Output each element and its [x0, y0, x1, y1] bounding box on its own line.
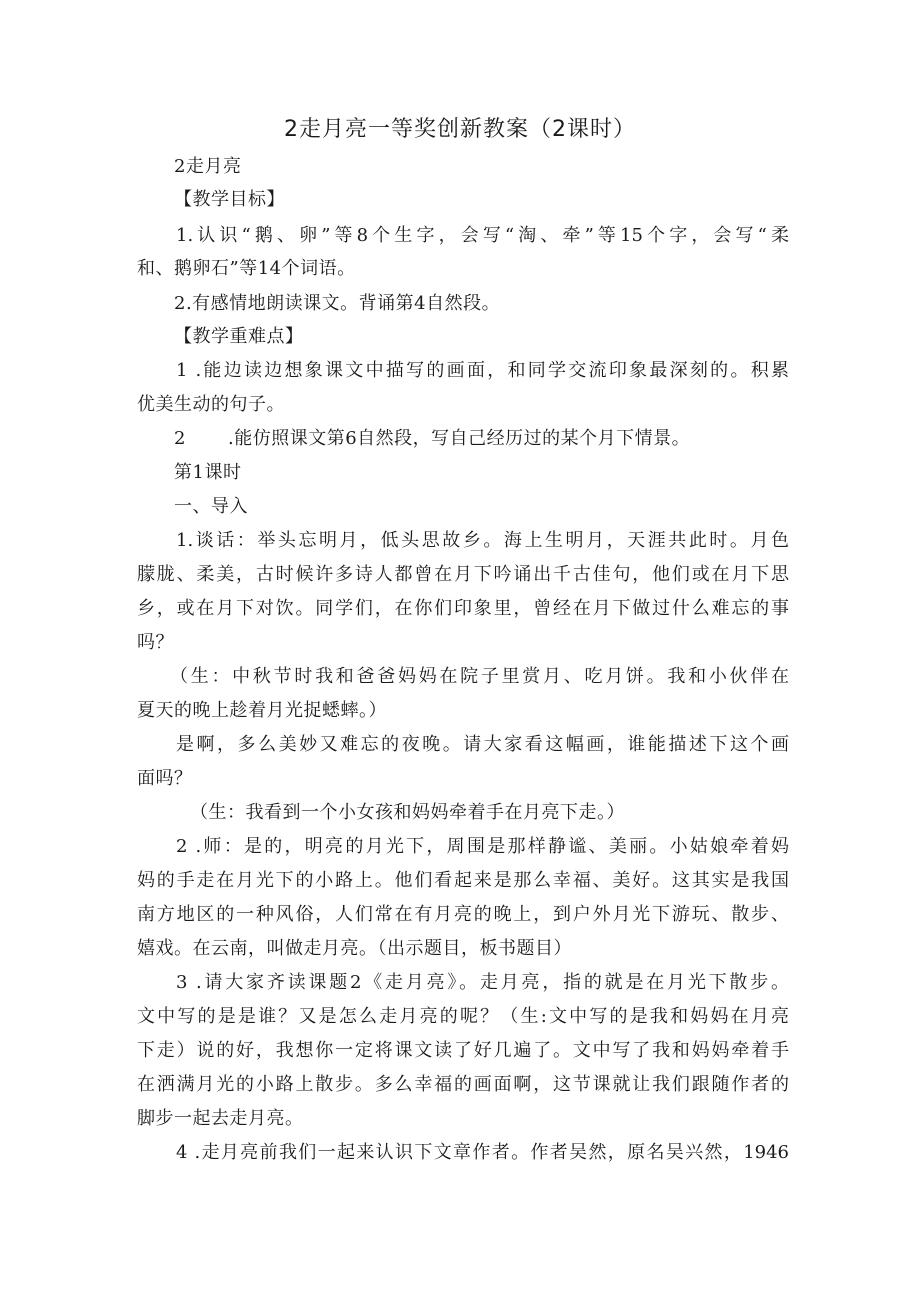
- paragraph-line: 和、鹅卵石”等14个词语。: [137, 258, 356, 279]
- paragraph-line: （生：中秋节时我和爸爸妈妈在院子里赏月、吃月饼。我和小伙伴在: [170, 666, 789, 687]
- paragraph-line: 朦胧、柔美，古时候许多诗人都曾在月下吟诵出千古佳句，他们或在月下思: [137, 564, 789, 585]
- paragraph-line: 下走）说的好，我想你一定将课文读了好几遍了。文中写了我和妈妈牵着手: [137, 1040, 789, 1061]
- section-heading-intro: 一、导入: [174, 496, 248, 517]
- paragraph-line: 1.谈话：举头忘明月，低头思故乡。海上生明月，天涯共此时。月色: [176, 530, 789, 551]
- paragraph-line: 面吗？: [137, 768, 193, 789]
- paragraph-line: 1.认识“鹅、卵”等8个生字，会写“淘、牵”等15个字，会写“柔: [176, 225, 789, 246]
- paragraph-line: 优美生动的句子。: [137, 394, 285, 415]
- paragraph-line: 吗？: [137, 632, 174, 653]
- paragraph-line: 脚步一起去走月亮。: [137, 1108, 304, 1129]
- list-number: 2: [174, 428, 186, 449]
- paragraph-line: .能仿照课文第6自然段，写自己经历过的某个月下情景。: [228, 428, 691, 449]
- paragraph-line: 4 .走月亮前我们一起来认识下文章作者。作者吴然，原名吴兴然，1946: [176, 1142, 789, 1163]
- paragraph-line: 2.有感情地朗读课文。背诵第4自然段。: [174, 293, 501, 314]
- paragraph-line: 在洒满月光的小路上散步。多么幸福的画面啊，这节课就让我们跟随作者的: [137, 1074, 789, 1095]
- paragraph-line: 是啊，多么美妙又难忘的夜晚。请大家看这幅画，谁能描述下这个画: [176, 734, 789, 755]
- paragraph-line: 南方地区的一种风俗，人们常在有月亮的晚上，到户外月光下游玩、散步、: [137, 904, 789, 925]
- paragraph-line: 3 .请大家齐读课题2《走月亮》。走月亮，指的就是在月光下散步。: [176, 972, 789, 993]
- section-heading-key-points: 【教学重难点】: [174, 326, 304, 347]
- paragraph-line: 妈的手走在月光下的小路上。他们看起来是那么幸福、美好。这其实是我国: [137, 870, 789, 891]
- lesson-heading: 2走月亮: [174, 156, 242, 177]
- paragraph-line: 夏天的晚上趁着月光捉蟋蟀。）: [137, 700, 387, 721]
- paragraph-line: 文中写的是是谁？又是怎么走月亮的呢？（生:文中写的是我和妈妈在月亮: [137, 1006, 789, 1027]
- paragraph-line: 嬉戏。在云南，叫做走月亮。（出示题目，板书题目）: [137, 938, 572, 959]
- document-title: 2走月亮一等奖创新教案（2课时）: [284, 117, 636, 142]
- paragraph-line: 1 .能边读边想象课文中描写的画面，和同学交流印象最深刻的。积累: [176, 360, 789, 381]
- paragraph-line: 乡，或在月下对饮。同学们，在你们印象里，曾经在月下做过什么难忘的事: [137, 598, 789, 619]
- section-heading-objectives: 【教学目标】: [174, 189, 285, 210]
- lesson-period-heading: 第1课时: [174, 462, 242, 483]
- paragraph-line: （生：我看到一个小女孩和妈妈牵着手在月亮下走。）: [190, 802, 625, 823]
- paragraph-line: 2 .师：是的，明亮的月光下，周围是那样静谧、美丽。小姑娘牵着妈: [176, 836, 789, 857]
